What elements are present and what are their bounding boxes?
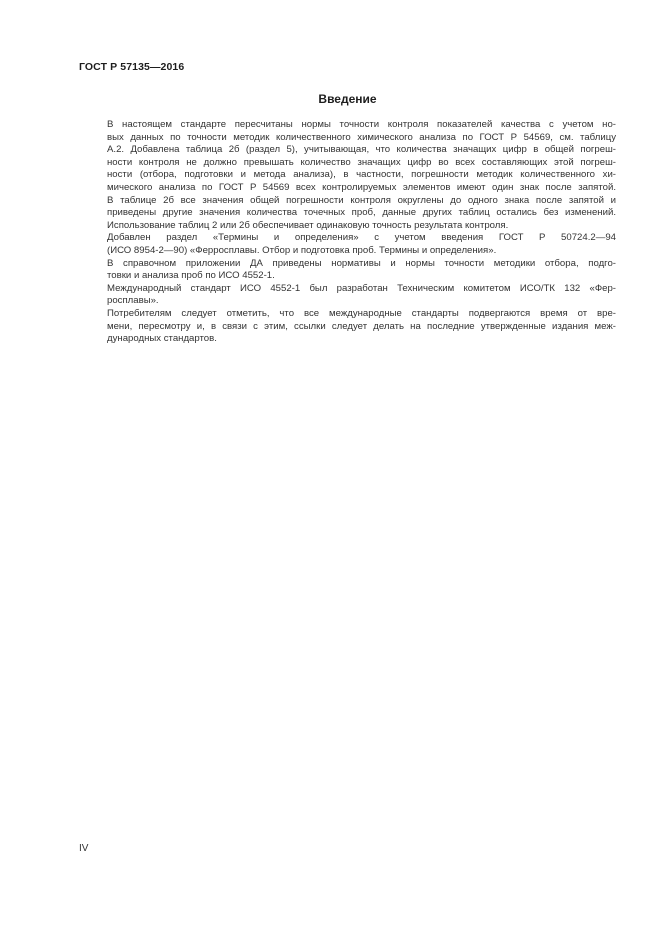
text-line: А.2. Добавлена таблица 2б (раздел 5), учитывающая, что количества значащих цифр в общей погреш- xyxy=(107,144,616,156)
text-line: товки и анализа проб по ИСО 4552-1. xyxy=(107,270,275,282)
text-line: ности (отбора, подготовки и метода анализа), в частности, погрешности методик количественного хи- xyxy=(107,169,616,181)
text-line: Международный стандарт ИСО 4552-1 был разработан Техническим комитетом ИСО/ТК 132 «Фер- xyxy=(107,282,616,294)
text-line: росплавы». xyxy=(107,295,159,307)
paragraph-4 xyxy=(79,283,616,308)
text-line: мического анализа по ГОСТ Р 54569 всех контролируемых элементов имеют один знак после запятой. xyxy=(107,181,616,193)
paragraph-5 xyxy=(79,308,616,346)
text-line: Потребителям следует отметить, что все международные стандарты подвергаются время от вре- xyxy=(107,307,616,319)
paragraph-3 xyxy=(79,258,616,283)
text-line: Добавлен раздел «Термины и определения» с учетом введения ГОСТ Р 50724.2—94 xyxy=(107,232,616,244)
text-line: вых данных по точности методик количественного химического анализа по ГОСТ Р 54569, см. таблицу xyxy=(107,131,616,143)
text-line: В справочном приложении ДА приведены нормативы и нормы точности методики отбора, подго- xyxy=(107,257,616,269)
text-line: (ИСО 8954-2—90) «Ферросплавы. Отбор и подготовка проб. Термины и определения». xyxy=(107,244,497,256)
document-code: ГОСТ Р 57135—2016 xyxy=(79,61,185,73)
section-title: Введение xyxy=(318,92,377,106)
paragraph-1 xyxy=(79,119,616,232)
text-line: ности контроля не должно превышать количество значащих цифр во всех составляющих этой погреш- xyxy=(107,156,616,168)
paragraph-2 xyxy=(79,232,616,257)
text-line: приведены другие значения количества точечных проб, данные других таблиц остались без изменений. xyxy=(107,207,616,219)
page-number: IV xyxy=(79,843,89,854)
text-line: В таблице 2б все значения общей погрешности контроля округлены до одного знака после запятой и xyxy=(107,194,616,206)
body-text xyxy=(79,119,616,346)
text-line: В настоящем стандарте пересчитаны нормы точности контроля показателей качества с учетом но- xyxy=(107,119,616,130)
text-line: Использование таблиц 2 или 2б обеспечивает одинаковую точность результата контроля. xyxy=(107,219,509,231)
text-line: мени, пересмотру и, в связи с этим, ссылки следует делать на последние утвержденные издания меж- xyxy=(107,320,616,332)
text-line: дународных стандартов. xyxy=(107,333,217,345)
